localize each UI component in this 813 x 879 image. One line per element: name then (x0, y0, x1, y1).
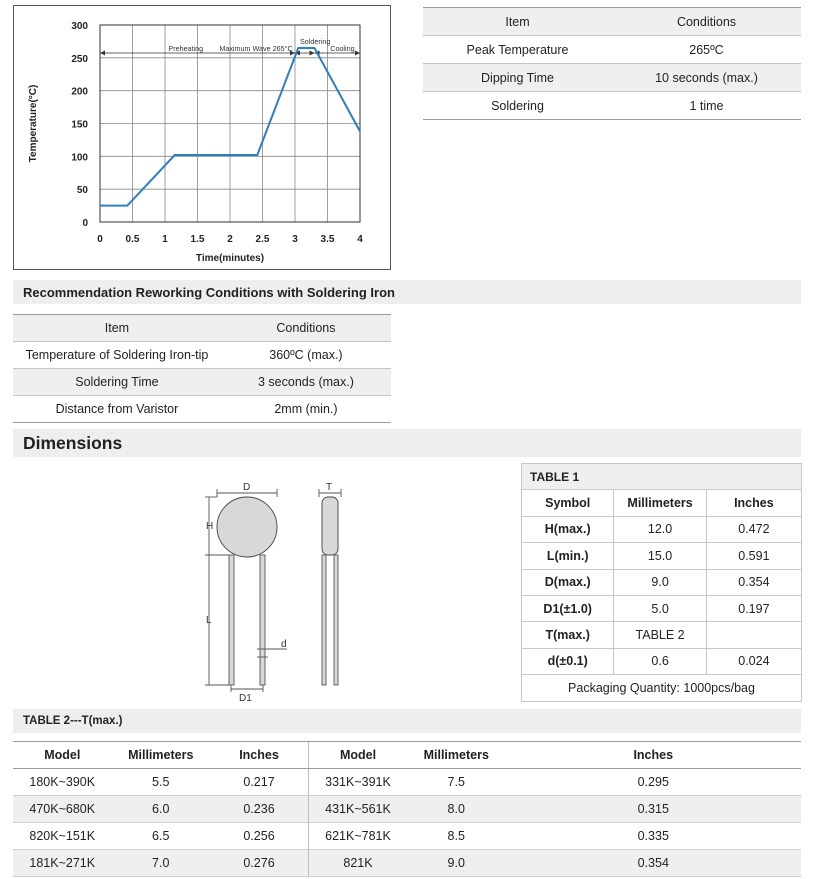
table-row (423, 64, 801, 92)
cell-mm: 9.0 (407, 850, 506, 877)
cell-in: 0.236 (210, 796, 309, 823)
table-row (522, 595, 802, 621)
table-row (13, 796, 801, 823)
annotation-soldering: Soldering (299, 37, 331, 46)
rework-conditions-table (13, 314, 391, 423)
cell-condition: 2mm (min.) (221, 396, 391, 423)
cell-model: 180K~390K (13, 769, 112, 796)
y-axis-label: Temperature(°C) (28, 84, 39, 163)
cell-in: 0.472 (706, 516, 801, 542)
table-header-row (423, 8, 801, 36)
cell-symbol: L(min.) (522, 543, 614, 569)
lead-right (260, 555, 265, 685)
cell-mm: 6.5 (112, 823, 211, 850)
table-row (13, 342, 391, 369)
header-millimeters-2: Millimeters (407, 742, 506, 769)
table-row (423, 92, 801, 120)
cell-in: 0.024 (706, 648, 801, 674)
cell-condition: 265ºC (612, 36, 801, 64)
cell-mm: 8.5 (407, 823, 506, 850)
y-tick-label: 50 (76, 185, 88, 197)
table-row (13, 850, 801, 877)
header-inches: Inches (706, 490, 801, 516)
y-tick-label: 100 (71, 152, 88, 164)
header-model: Model (13, 742, 112, 769)
x-tick-label: 0.5 (125, 234, 140, 245)
cell-in (706, 622, 801, 648)
x-axis-label: Time(minutes) (195, 253, 265, 264)
table-header-row (13, 742, 801, 769)
x-tick-label: 1 (162, 234, 168, 245)
cell-item: Distance from Varistor (13, 396, 221, 423)
cell-in: 0.335 (506, 823, 802, 850)
table1-footer-row (522, 675, 802, 701)
cell-mm: 9.0 (614, 569, 706, 595)
cell-model: 621K~781K (309, 823, 408, 850)
cell-mm: 7.5 (407, 769, 506, 796)
label-D1: D1 (239, 693, 252, 702)
x-tick-label: 0 (97, 234, 103, 245)
header-inches-2: Inches (506, 742, 802, 769)
table2-title: TABLE 2---T(max.) (13, 709, 801, 733)
label-d: d (281, 639, 287, 650)
cell-mm: TABLE 2 (614, 622, 706, 648)
x-tick-label: 4 (357, 234, 363, 245)
table-row (13, 396, 391, 423)
cell-model: 331K~391K (309, 769, 408, 796)
cell-item: Dipping Time (423, 64, 612, 92)
cell-item: Temperature of Soldering Iron-tip (13, 342, 221, 369)
y-tick-label: 300 (71, 21, 88, 32)
cell-mm: 5.0 (614, 595, 706, 621)
table1-dimensions (521, 463, 802, 702)
soldering-conditions-table (423, 7, 801, 120)
annotation-preheating: Preheating (168, 44, 204, 53)
header-symbol: Symbol (522, 490, 614, 516)
label-H: H (206, 521, 214, 532)
cell-item: Soldering Time (13, 369, 221, 396)
table-row (13, 823, 801, 850)
cell-mm: 15.0 (614, 543, 706, 569)
y-tick-label: 150 (71, 119, 88, 131)
table-row (522, 543, 802, 569)
cell-mm: 12.0 (614, 516, 706, 542)
table-header-row (13, 315, 391, 342)
x-tick-label: 1.5 (190, 234, 205, 245)
cell-model: 820K~151K (13, 823, 112, 850)
label-L: L (206, 615, 212, 626)
table-row (522, 622, 802, 648)
header-conditions: Conditions (612, 8, 801, 36)
table-row (13, 769, 801, 796)
cell-model: 181K~271K (13, 850, 112, 877)
temperature-profile-chart (13, 5, 391, 270)
cell-in: 0.276 (210, 850, 309, 877)
table-row (522, 516, 802, 542)
dimensions-title: Dimensions (13, 429, 801, 457)
y-tick-label: 200 (71, 86, 88, 98)
rework-section-title: Recommendation Reworking Conditions with Soldering Iron (13, 280, 801, 304)
cell-symbol: d(±0.1) (522, 648, 614, 674)
table-row (423, 36, 801, 64)
cell-model: 431K~561K (309, 796, 408, 823)
table1-caption: TABLE 1 (522, 464, 802, 490)
cell-condition: 10 seconds (max.) (612, 64, 801, 92)
cell-in: 0.197 (706, 595, 801, 621)
header-millimeters: Millimeters (112, 742, 211, 769)
cell-model: 470K~680K (13, 796, 112, 823)
cell-model: 821K (309, 850, 408, 877)
x-tick-label: 3.5 (320, 234, 335, 245)
header-model-2: Model (309, 742, 408, 769)
label-T: T (326, 482, 333, 493)
y-tick-label: 0 (82, 218, 88, 229)
cell-item: Peak Temperature (423, 36, 612, 64)
cell-in: 0.354 (706, 569, 801, 595)
cell-symbol: D(max.) (522, 569, 614, 595)
span-arrowhead (310, 51, 315, 56)
cell-item: Soldering (423, 92, 612, 120)
cell-in: 0.217 (210, 769, 309, 796)
cell-in: 0.591 (706, 543, 801, 569)
label-D: D (243, 482, 251, 493)
lead-left (229, 555, 234, 685)
cell-symbol: H(max.) (522, 516, 614, 542)
table-header-row (522, 490, 802, 516)
table-row (522, 648, 802, 674)
header-millimeters: Millimeters (614, 490, 706, 516)
cell-condition: 360ºC (max.) (221, 342, 391, 369)
header-conditions: Conditions (221, 315, 391, 342)
cell-condition: 1 time (612, 92, 801, 120)
span-arrowhead (100, 51, 105, 56)
header-inches: Inches (210, 742, 309, 769)
cell-symbol: D1(±1.0) (522, 595, 614, 621)
cell-mm: 8.0 (407, 796, 506, 823)
varistor-side-view (322, 497, 338, 555)
packaging-quantity: Packaging Quantity: 1000pcs/bag (522, 675, 802, 701)
chart-canvas (14, 6, 392, 271)
cell-mm: 6.0 (112, 796, 211, 823)
varistor-disc-front (217, 497, 277, 557)
x-tick-label: 2 (227, 234, 233, 245)
table2-thickness (13, 741, 801, 877)
varistor-dimension-drawing (195, 477, 375, 702)
span-arrowhead (355, 51, 360, 56)
x-tick-label: 3 (292, 234, 298, 245)
cell-in: 0.256 (210, 823, 309, 850)
cell-in: 0.315 (506, 796, 802, 823)
table1-caption-row (522, 464, 802, 490)
lead-side-front (322, 555, 326, 685)
header-item: Item (13, 315, 221, 342)
cell-in: 0.354 (506, 850, 802, 877)
cell-mm: 0.6 (614, 648, 706, 674)
cell-symbol: T(max.) (522, 622, 614, 648)
cell-in: 0.295 (506, 769, 802, 796)
cell-mm: 5.5 (112, 769, 211, 796)
table-row (522, 569, 802, 595)
y-tick-label: 250 (71, 53, 88, 65)
lead-side-back (334, 555, 338, 685)
annotation-max-wave: Maximum Wave 265°C (219, 44, 293, 53)
x-tick-label: 2.5 (255, 234, 270, 245)
annotation-cooling: Cooling (330, 44, 355, 53)
cell-mm: 7.0 (112, 850, 211, 877)
cell-condition: 3 seconds (max.) (221, 369, 391, 396)
table-row (13, 369, 391, 396)
header-item: Item (423, 8, 612, 36)
